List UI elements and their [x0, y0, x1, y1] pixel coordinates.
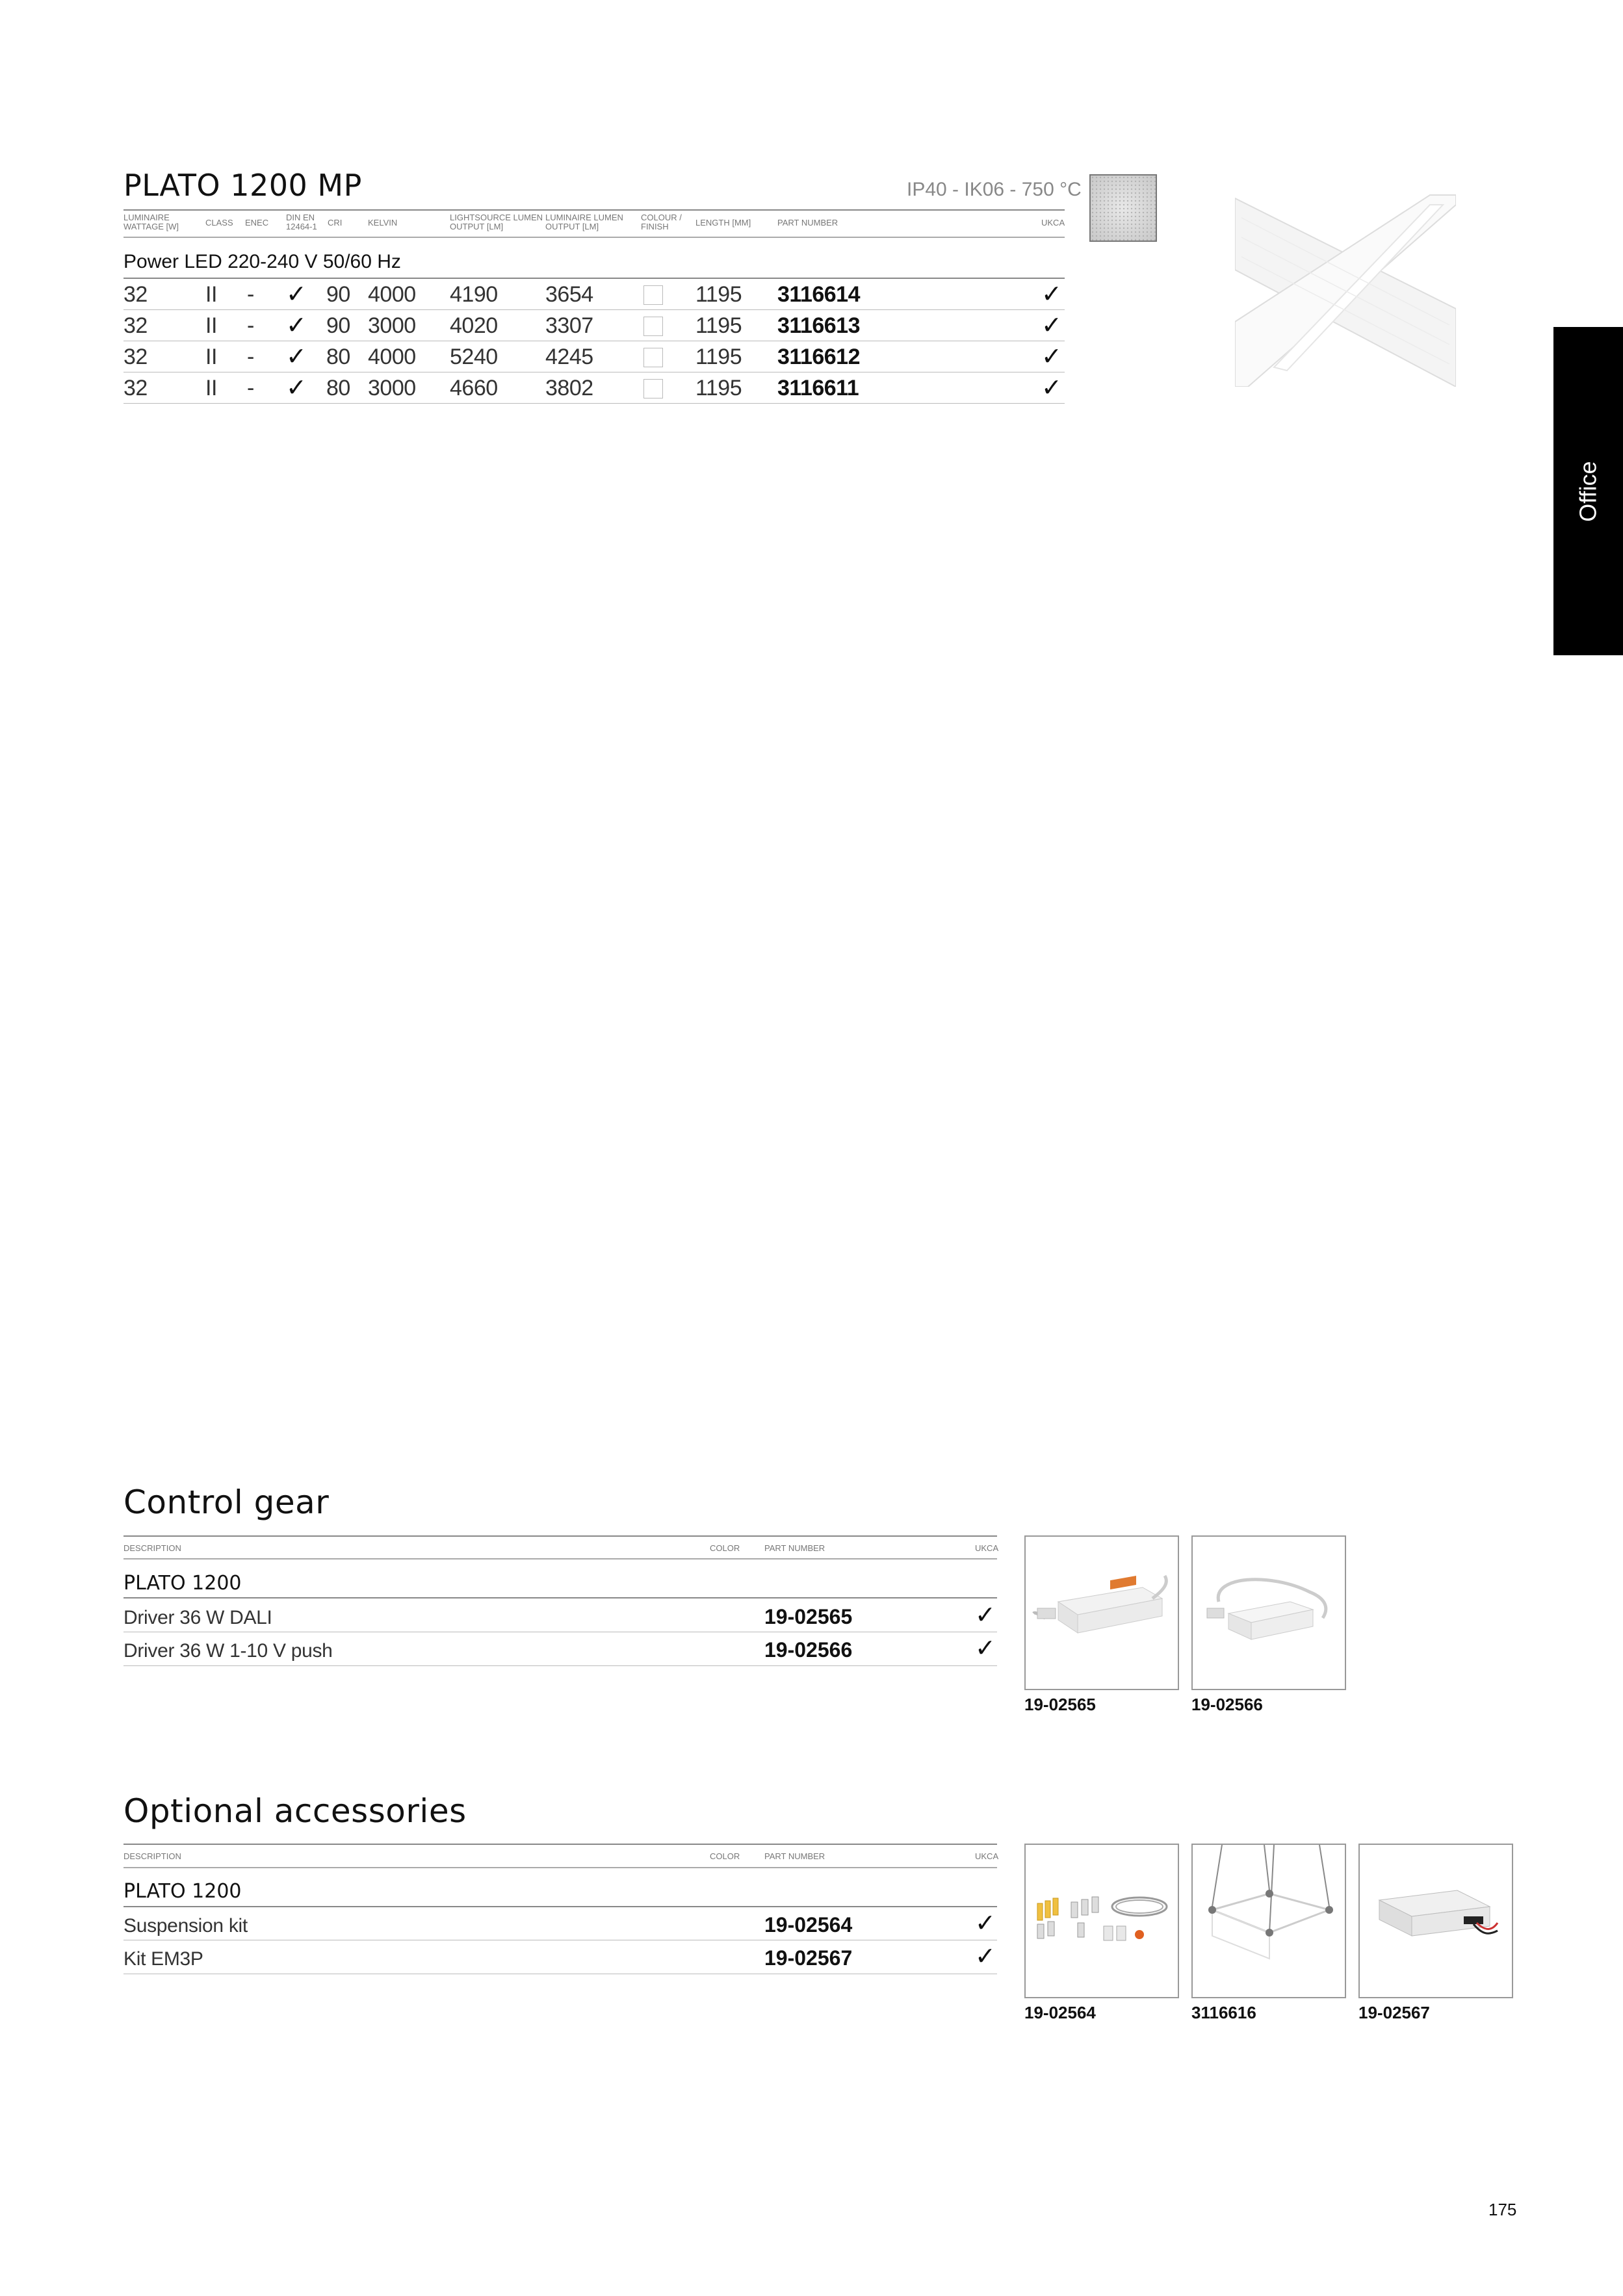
header-cri: CRI — [328, 218, 343, 228]
header-wattage: LUMINAIRE WATTAGE [W] — [123, 213, 179, 231]
header-enec: ENEC — [245, 218, 269, 228]
cg-row-part[interactable]: 19-02566 — [764, 1638, 853, 1662]
cg-row-desc: Driver 36 W DALI — [123, 1607, 272, 1628]
product-row-ls: 4190 — [450, 282, 498, 307]
cg-row-ukca-check: ✓ — [975, 1635, 996, 1662]
colour-finish-swatch — [643, 348, 663, 367]
acc-header-ukca: UKCA — [975, 1851, 999, 1861]
driver-push-image — [1191, 1535, 1346, 1690]
acc-row-ukca-check: ✓ — [975, 1943, 996, 1970]
product-row-part[interactable]: 3116612 — [777, 345, 860, 369]
product-row-enec: - — [247, 313, 254, 338]
product-row-ls: 5240 — [450, 345, 498, 369]
product-row-kelvin: 3000 — [368, 376, 416, 400]
product-row-lum: 3307 — [545, 313, 593, 338]
product-row-kelvin: 4000 — [368, 345, 416, 369]
product-row-class: II — [205, 313, 217, 338]
control-gear-title: Control gear — [123, 1483, 330, 1521]
product-row-length: 1195 — [695, 376, 742, 400]
product-row-kelvin: 4000 — [368, 282, 416, 307]
product-row-ukca: ✓ — [1041, 343, 1062, 371]
product-row-ls: 4660 — [450, 376, 498, 400]
header-kelvin: KELVIN — [368, 218, 398, 228]
finish-swatch-image — [1089, 174, 1157, 242]
product-spec: IP40 - IK06 - 750 °C — [907, 179, 1082, 200]
product-row-enec: - — [247, 376, 254, 400]
suspension-frame-image — [1191, 1844, 1346, 1998]
product-group-label: Power LED 220-240 V 50/60 Hz — [123, 251, 401, 272]
product-row-part[interactable]: 3116613 — [777, 313, 860, 338]
product-row-ls: 4020 — [450, 313, 498, 338]
product-row-din: ✓ — [286, 312, 307, 339]
acc-header-part: PART NUMBER — [764, 1851, 825, 1861]
cg-header-part: PART NUMBER — [764, 1543, 825, 1553]
product-row-part[interactable]: 3116614 — [777, 282, 860, 307]
acc-row-ukca-check: ✓ — [975, 1910, 996, 1937]
cg-header-description: DESCRIPTION — [123, 1543, 181, 1553]
header-length: LENGTH [MM] — [695, 218, 751, 228]
colour-finish-swatch — [643, 285, 663, 305]
acc-row-part[interactable]: 19-02567 — [764, 1946, 853, 1970]
section-tab[interactable] — [1553, 327, 1623, 655]
colour-finish-swatch — [643, 379, 663, 398]
product-row-class: II — [205, 345, 217, 369]
header-class: CLASS — [205, 218, 233, 228]
product-row-cri: 80 — [326, 345, 350, 369]
product-row-lum: 4245 — [545, 345, 593, 369]
product-row-cri: 90 — [326, 313, 350, 338]
product-title: PLATO 1200 MP — [123, 168, 362, 203]
header-luminaire-lumen: LUMINAIRE LUMEN OUTPUT [LM] — [545, 213, 623, 231]
product-row-din: ✓ — [286, 281, 307, 308]
product-row-cri: 90 — [326, 282, 350, 307]
product-row-wattage: 32 — [123, 313, 148, 338]
acc-header-color: COLOR — [710, 1851, 740, 1861]
product-row-enec: - — [247, 345, 254, 369]
acc-row-part[interactable]: 19-02564 — [764, 1913, 853, 1937]
cg-row-part[interactable]: 19-02565 — [764, 1605, 853, 1628]
product-image — [1235, 192, 1456, 387]
product-row-class: II — [205, 282, 217, 307]
product-row-din: ✓ — [286, 343, 307, 371]
product-row-length: 1195 — [695, 345, 742, 369]
acc-row-desc: Suspension kit — [123, 1915, 248, 1937]
product-row-enec: - — [247, 282, 254, 307]
accessories-title: Optional accessories — [123, 1792, 467, 1830]
product-row-lum: 3654 — [545, 282, 593, 307]
cg-image-caption: 19-02566 — [1191, 1695, 1263, 1714]
product-row-ukca: ✓ — [1041, 312, 1062, 339]
acc-image-caption: 3116616 — [1191, 2003, 1256, 2022]
suspension-kit-image — [1024, 1844, 1179, 1998]
product-row-ukca: ✓ — [1041, 281, 1062, 308]
cg-row-desc: Driver 36 W 1-10 V push — [123, 1640, 333, 1662]
header-ukca: UKCA — [1041, 218, 1065, 228]
kit-em3p-image — [1358, 1844, 1513, 1998]
page-number: 175 — [1488, 2200, 1517, 2219]
product-row-ukca: ✓ — [1041, 374, 1062, 402]
cg-header-ukca: UKCA — [975, 1543, 999, 1553]
product-row-din: ✓ — [286, 374, 307, 402]
section-tab-label: Office — [1574, 460, 1602, 522]
product-row-length: 1195 — [695, 313, 742, 338]
acc-header-description: DESCRIPTION — [123, 1851, 181, 1861]
header-din: DIN EN 12464-1 — [286, 213, 317, 231]
driver-dali-image — [1024, 1535, 1179, 1690]
product-row-length: 1195 — [695, 282, 742, 307]
product-row-wattage: 32 — [123, 345, 148, 369]
colour-finish-swatch — [643, 317, 663, 336]
acc-group-label: PLATO 1200 — [123, 1880, 242, 1903]
acc-image-caption: 19-02567 — [1358, 2003, 1430, 2022]
product-row-part[interactable]: 3116611 — [777, 376, 859, 400]
product-row-class: II — [205, 376, 217, 400]
product-row-lum: 3802 — [545, 376, 593, 400]
header-colour-finish: COLOUR / FINISH — [641, 213, 682, 231]
header-part-number: PART NUMBER — [777, 218, 838, 228]
product-row-wattage: 32 — [123, 376, 148, 400]
cg-group-label: PLATO 1200 — [123, 1572, 242, 1595]
acc-image-caption: 19-02564 — [1024, 2003, 1096, 2022]
header-lightsource-lumen: LIGHTSOURCE LUMEN OUTPUT [LM] — [450, 213, 543, 231]
cg-header-color: COLOR — [710, 1543, 740, 1553]
acc-row-desc: Kit EM3P — [123, 1948, 203, 1970]
product-row-cri: 80 — [326, 376, 350, 400]
cg-image-caption: 19-02565 — [1024, 1695, 1096, 1714]
cg-row-ukca-check: ✓ — [975, 1602, 996, 1629]
product-row-kelvin: 3000 — [368, 313, 416, 338]
product-row-wattage: 32 — [123, 282, 148, 307]
